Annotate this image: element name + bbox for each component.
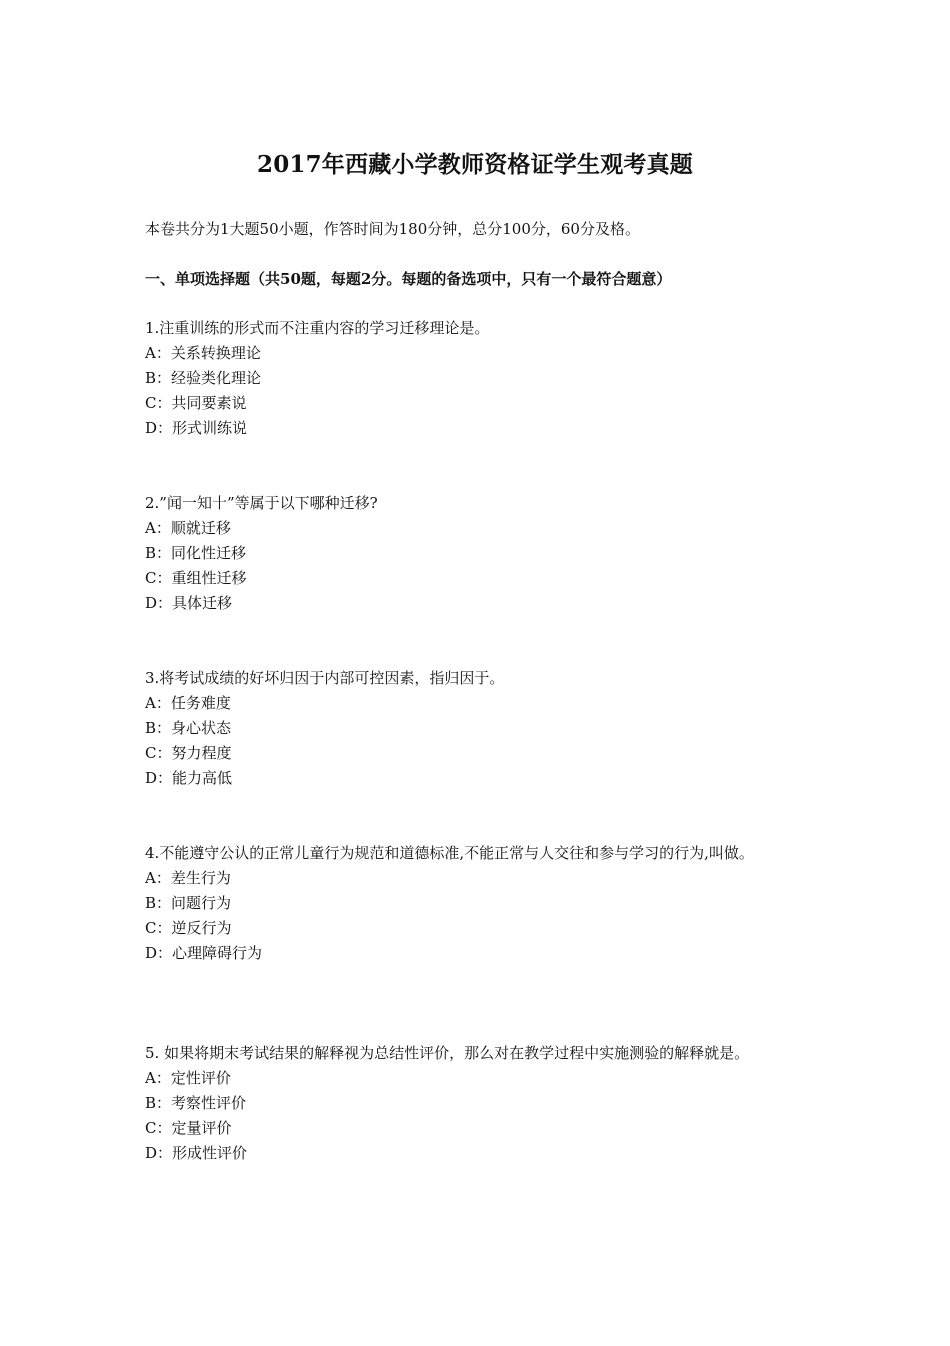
question-4 [145,841,835,966]
option-a: A：关系转换理论 [145,344,261,362]
option-d: D：形成性评价 [145,1144,248,1162]
option-c: C：共同要素说 [145,394,247,412]
option-d: D：具体迁移 [145,594,233,612]
question-2 [145,491,835,616]
option-a: A：差生行为 [145,869,231,887]
question-5 [145,1041,835,1166]
section-heading: 一、单项选择题（共50题，每题2分。每题的备选项中，只有一个最符合题意） [145,270,672,288]
question-stem: 1.注重训练的形式而不注重内容的学习迁移理论是。 [145,319,490,337]
option-c: C：努力程度 [145,744,232,762]
question-stem: 2.”闻一知十”等属于以下哪种迁移? [145,494,378,512]
option-b: B：同化性迁移 [145,544,247,562]
option-c: C：重组性迁移 [145,569,247,587]
question-stem: 4.不能遵守公认的正常儿童行为规范和道德标准,不能正常与人交往和参与学习的行为,叫做。 [145,844,754,862]
question-stem: 3.将考试成绩的好坏归因于内部可控因素，指归因于。 [145,669,505,687]
option-a: A：定性评价 [145,1069,231,1087]
option-b: B：经验类化理论 [145,369,262,387]
option-a: A：任务难度 [145,694,231,712]
option-c: C：逆反行为 [145,919,232,937]
option-b: B：身心状态 [145,719,232,737]
question-1 [145,316,835,441]
question-stem: 5. 如果将期末考试结果的解释视为总结性评价，那么对在教学过程中实施测验的解释就是。 [145,1044,750,1062]
exam-intro: 本卷共分为1大题50小题，作答时间为180分钟，总分100分，60分及格。 [145,220,640,238]
question-3 [145,666,835,791]
option-d: D：心理障碍行为 [145,944,263,962]
option-c: C：定量评价 [145,1119,232,1137]
document-title: 2017年西藏小学教师资格证学生观考真题 [256,151,693,178]
option-b: B：考察性评价 [145,1094,247,1112]
option-a: A：顺就迁移 [145,519,231,537]
option-b: B：问题行为 [145,894,232,912]
option-d: D：形式训练说 [145,419,248,437]
option-d: D：能力高低 [145,769,233,787]
